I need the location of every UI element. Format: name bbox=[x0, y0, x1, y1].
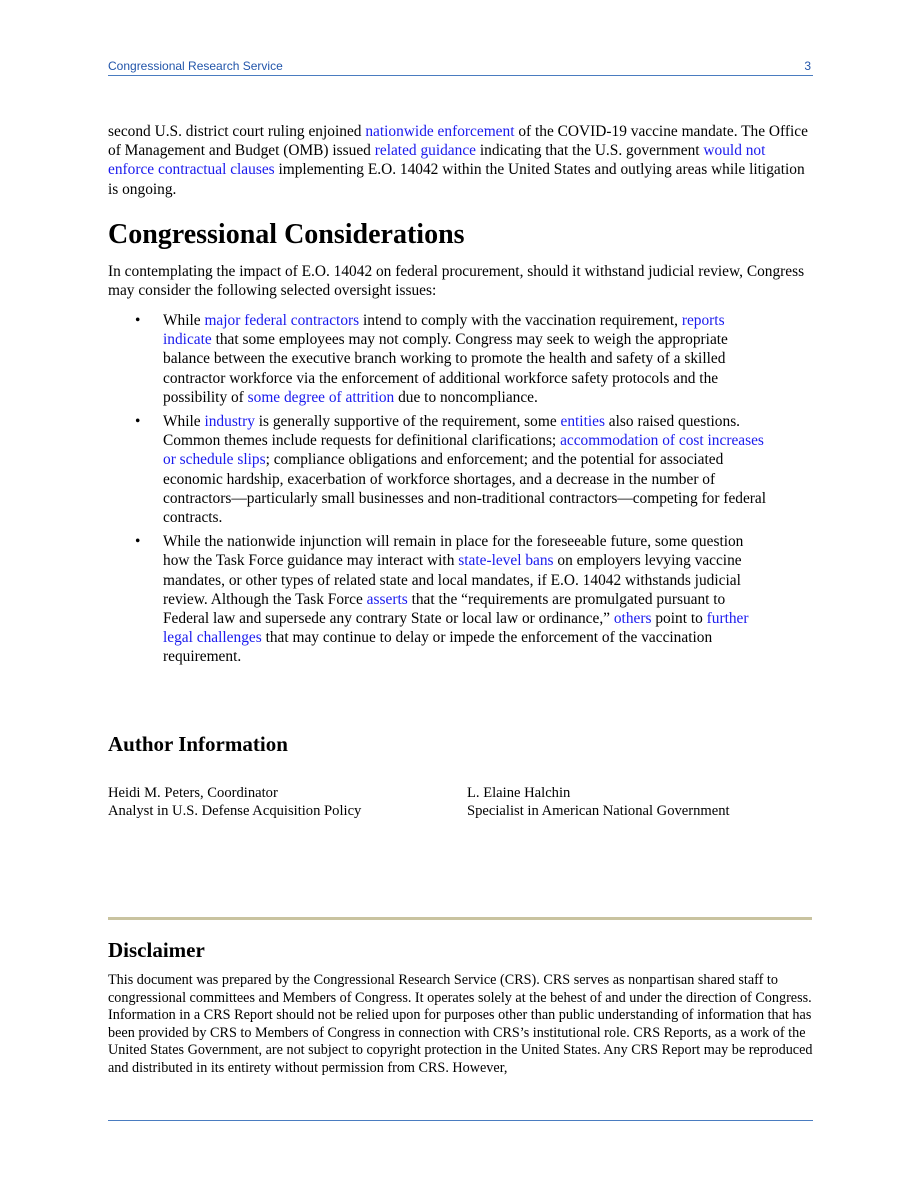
text-run: on employers levying vaccine mandates, or other types of related state and local mandates, if E.O. 14042 withstands judicial review. Although the Task Force bbox=[163, 552, 742, 608]
list-item bbox=[108, 532, 768, 666]
text-run: of the COVID-19 vaccine mandate. The Office of Management and Budget (OMB) issued bbox=[108, 123, 808, 160]
link-nationwide-enforcement[interactable]: nationwide enforcement bbox=[365, 123, 515, 140]
author-heading: Author Information bbox=[108, 732, 288, 756]
text-run: While the nationwide injunction will remain in place for the foreseeable future, some question how the Task Force guidance may interact with bbox=[163, 533, 744, 570]
author-block bbox=[467, 784, 730, 820]
link-accommodation-of-cost-increases[interactable]: accommodation of cost increases or schedule slips bbox=[163, 432, 764, 469]
bullet-icon: • bbox=[135, 413, 141, 431]
text-run: due to noncompliance. bbox=[394, 388, 538, 406]
disclaimer-text: This document was prepared by the Congressional Research Service (CRS). CRS serves as nonpartisan shared staff to congressional committees and Members of Congress. It operates solely at the behest of and under the direction of Congress. Information in a CRS Report should not be relied upon for purposes other than public understanding of information that has been provided by CRS to Members of Congress in connection with CRS’s institutional role. CRS Reports, as a work of the United States Government, are not subject to copyright protection in the United States. Any CRS Report may be reproduced and distributed in its entirety without permission from CRS. However, bbox=[108, 972, 813, 1076]
text-run: While bbox=[163, 413, 205, 431]
link-some-degree-of-attrition[interactable]: some degree of attrition bbox=[247, 388, 395, 406]
intro-paragraph bbox=[108, 122, 813, 199]
link-industry[interactable]: industry bbox=[204, 413, 255, 431]
author-title: Analyst in U.S. Defense Acquisition Policy bbox=[108, 803, 362, 819]
text-run: that the “requirements are promulgated pursuant to Federal law and supersede any contrary State or local law or ordinance,” bbox=[163, 590, 726, 628]
page-header bbox=[108, 58, 813, 76]
text-run: ; compliance obligations and enforcement; and the potential for associated economic hardship, exacerbation of workforce shortages, and a decrease in the number of contractors—particularly small businesses and non-traditional contractors—competing for federal contracts. bbox=[163, 451, 767, 527]
section-intro: In contemplating the impact of E.O. 14042 on federal procurement, should it withstand judicial review, Congress may consider the following selected oversight issues: bbox=[108, 263, 805, 300]
link-would-not-enforce[interactable]: would not enforce contractual clauses bbox=[108, 142, 766, 179]
link-reports-indicate[interactable]: reports indicate bbox=[163, 312, 725, 349]
section-divider bbox=[108, 917, 812, 920]
author-name: L. Elaine Halchin bbox=[467, 785, 571, 801]
considerations-list bbox=[108, 311, 768, 672]
link-state-level-bans[interactable]: state-level bans bbox=[458, 552, 554, 570]
page-number: 3 bbox=[804, 59, 811, 73]
list-item bbox=[108, 412, 768, 527]
author-title: Specialist in American National Government bbox=[467, 803, 730, 819]
text-run: that may continue to delay or impede the enforcement of the vaccination requirement. bbox=[163, 629, 713, 666]
author-block bbox=[108, 784, 361, 820]
author-name: Heidi M. Peters, Coordinator bbox=[108, 785, 278, 801]
bullet-icon: • bbox=[135, 533, 141, 551]
link-related-guidance[interactable]: related guidance bbox=[374, 142, 476, 160]
text-run: is generally supportive of the requirement, some bbox=[254, 413, 561, 431]
link-entities[interactable]: entities bbox=[560, 413, 605, 431]
footer-divider bbox=[108, 1120, 813, 1121]
link-asserts[interactable]: asserts bbox=[366, 590, 408, 608]
text-run: While bbox=[163, 312, 205, 329]
text-run: that some employees may not comply. Congress may seek to weigh the appropriate balance between the executive branch working to promote the health and safety of a skilled contractor workforce via the enforcement of additional workforce safety protocols and the possibility of bbox=[163, 331, 728, 406]
section-title: Congressional Considerations bbox=[108, 219, 465, 250]
link-major-federal-contractors[interactable]: major federal contractors bbox=[204, 312, 360, 329]
text-run: intend to comply with the vaccination requirement, bbox=[359, 312, 682, 329]
disclaimer-heading: Disclaimer bbox=[108, 938, 205, 962]
text-run: also raised questions. Common themes include requests for definitional clarifications; bbox=[163, 413, 741, 450]
text-run: second U.S. district court ruling enjoined bbox=[108, 123, 366, 140]
text-run: point to bbox=[651, 610, 707, 628]
bullet-icon: • bbox=[135, 312, 141, 329]
link-further-legal-challenges[interactable]: further legal challenges bbox=[163, 610, 749, 647]
text-run: indicating that the U.S. government bbox=[476, 142, 704, 160]
link-others[interactable]: others bbox=[613, 610, 652, 628]
header-org-name: Congressional Research Service bbox=[108, 59, 283, 73]
text-run: implementing E.O. 14042 within the United States and outlying areas while litigation is ongoing. bbox=[108, 161, 805, 198]
list-item bbox=[108, 311, 768, 407]
